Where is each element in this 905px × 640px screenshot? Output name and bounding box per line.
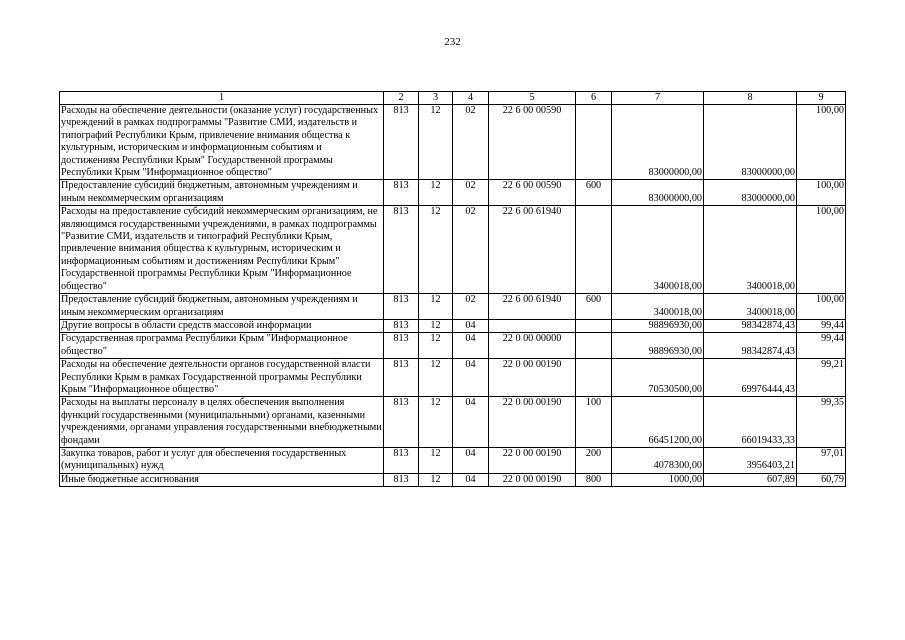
executed-amount-cell: 607,89 bbox=[704, 473, 797, 486]
target-article-cell: 22 0 00 00000 bbox=[489, 333, 576, 359]
column-number: 7 bbox=[612, 92, 704, 105]
row-name-cell: Иные бюджетные ассигнования bbox=[60, 473, 384, 486]
row-name-cell: Закупка товаров, работ и услуг для обеспечения государственных (муниципальных) нужд bbox=[60, 447, 384, 473]
approved-amount-cell: 83000000,00 bbox=[612, 105, 704, 180]
target-article-cell bbox=[489, 319, 576, 332]
row-name-cell: Расходы на обеспечение деятельности (оказание услуг) государственных учреждений в рамках подпрограммы "Развитие СМИ, издательств и типографий Республики Крым, привлечение внимания общества к культурным, историческим и информационным событиям и достижениям Республики Крым" Государственной программы Республики Крым "Информационное общество" bbox=[60, 105, 384, 180]
approved-amount-cell: 4078300,00 bbox=[612, 447, 704, 473]
department-code-cell: 813 bbox=[384, 206, 419, 294]
target-article-cell: 22 6 00 61940 bbox=[489, 294, 576, 320]
section-code-cell: 12 bbox=[419, 105, 453, 180]
executed-amount-cell: 83000000,00 bbox=[704, 105, 797, 180]
approved-amount-cell: 66451200,00 bbox=[612, 397, 704, 448]
subsection-code-cell: 02 bbox=[453, 105, 489, 180]
target-article-cell: 22 6 00 61940 bbox=[489, 206, 576, 294]
approved-amount-cell: 83000000,00 bbox=[612, 180, 704, 206]
subsection-code-cell: 02 bbox=[453, 180, 489, 206]
column-number: 4 bbox=[453, 92, 489, 105]
execution-percent-cell: 99,35 bbox=[797, 397, 846, 448]
budget-table bbox=[59, 91, 846, 487]
column-number: 8 bbox=[704, 92, 797, 105]
executed-amount-cell: 98342874,43 bbox=[704, 333, 797, 359]
row-name-cell: Расходы на обеспечение деятельности органов государственной власти Республики Крым в рамках Государственной программы Республики Крым "Информационное общество" bbox=[60, 359, 384, 397]
section-code-cell: 12 bbox=[419, 447, 453, 473]
department-code-cell: 813 bbox=[384, 333, 419, 359]
subsection-code-cell: 04 bbox=[453, 359, 489, 397]
row-name-cell: Предоставление субсидий бюджетным, автономным учреждениям и иным некоммерческим организациям bbox=[60, 180, 384, 206]
expense-type-cell: 800 bbox=[576, 473, 612, 486]
section-code-cell: 12 bbox=[419, 397, 453, 448]
expense-type-cell bbox=[576, 206, 612, 294]
execution-percent-cell: 100,00 bbox=[797, 206, 846, 294]
executed-amount-cell: 98342874,43 bbox=[704, 319, 797, 332]
column-number: 5 bbox=[489, 92, 576, 105]
column-number: 9 bbox=[797, 92, 846, 105]
executed-amount-cell: 66019433,33 bbox=[704, 397, 797, 448]
table-row bbox=[60, 397, 846, 448]
expense-type-cell: 200 bbox=[576, 447, 612, 473]
executed-amount-cell: 3400018,00 bbox=[704, 294, 797, 320]
target-article-cell: 22 0 00 00190 bbox=[489, 397, 576, 448]
section-code-cell: 12 bbox=[419, 359, 453, 397]
department-code-cell: 813 bbox=[384, 359, 419, 397]
table-row bbox=[60, 294, 846, 320]
execution-percent-cell: 60,79 bbox=[797, 473, 846, 486]
executed-amount-cell: 69976444,43 bbox=[704, 359, 797, 397]
section-code-cell: 12 bbox=[419, 180, 453, 206]
section-code-cell: 12 bbox=[419, 473, 453, 486]
section-code-cell: 12 bbox=[419, 206, 453, 294]
execution-percent-cell: 99,21 bbox=[797, 359, 846, 397]
table-row bbox=[60, 447, 846, 473]
subsection-code-cell: 04 bbox=[453, 319, 489, 332]
subsection-code-cell: 02 bbox=[453, 206, 489, 294]
department-code-cell: 813 bbox=[384, 105, 419, 180]
page-number: 232 bbox=[444, 36, 461, 48]
target-article-cell: 22 0 00 00190 bbox=[489, 359, 576, 397]
target-article-cell: 22 6 00 00590 bbox=[489, 180, 576, 206]
subsection-code-cell: 02 bbox=[453, 294, 489, 320]
row-name-cell: Другие вопросы в области средств массовой информации bbox=[60, 319, 384, 332]
execution-percent-cell: 97,01 bbox=[797, 447, 846, 473]
execution-percent-cell: 100,00 bbox=[797, 105, 846, 180]
approved-amount-cell: 98896930,00 bbox=[612, 333, 704, 359]
department-code-cell: 813 bbox=[384, 180, 419, 206]
subsection-code-cell: 04 bbox=[453, 397, 489, 448]
table-row bbox=[60, 206, 846, 294]
approved-amount-cell: 98896930,00 bbox=[612, 319, 704, 332]
approved-amount-cell: 3400018,00 bbox=[612, 206, 704, 294]
table-row bbox=[60, 359, 846, 397]
row-name-cell: Расходы на выплаты персоналу в целях обеспечения выполнения функций государственными (муниципальными) органами, казенными учреждениями, органами управления государственными внебюджетными фондами bbox=[61, 397, 382, 446]
table-row bbox=[60, 105, 846, 180]
section-code-cell: 12 bbox=[419, 333, 453, 359]
section-code-cell: 12 bbox=[419, 294, 453, 320]
column-number: 2 bbox=[384, 92, 419, 105]
approved-amount-cell: 70530500,00 bbox=[612, 359, 704, 397]
approved-amount-cell: 3400018,00 bbox=[612, 294, 704, 320]
section-code-cell: 12 bbox=[419, 319, 453, 332]
expense-type-cell bbox=[576, 359, 612, 397]
execution-percent-cell: 100,00 bbox=[797, 180, 846, 206]
table-row bbox=[60, 473, 846, 486]
expense-type-cell bbox=[576, 105, 612, 180]
target-article-cell: 22 0 00 00190 bbox=[489, 473, 576, 486]
department-code-cell: 813 bbox=[384, 319, 419, 332]
column-number: 3 bbox=[419, 92, 453, 105]
department-code-cell: 813 bbox=[384, 473, 419, 486]
department-code-cell: 813 bbox=[384, 397, 419, 448]
target-article-cell: 22 6 00 00590 bbox=[489, 105, 576, 180]
expense-type-cell: 600 bbox=[576, 180, 612, 206]
execution-percent-cell: 100,00 bbox=[797, 294, 846, 320]
subsection-code-cell: 04 bbox=[453, 473, 489, 486]
column-number: 1 bbox=[60, 92, 384, 105]
table-row bbox=[60, 180, 846, 206]
table-row bbox=[60, 333, 846, 359]
execution-percent-cell: 99,44 bbox=[797, 319, 846, 332]
column-number: 6 bbox=[576, 92, 612, 105]
approved-amount-cell: 1000,00 bbox=[612, 473, 704, 486]
row-name-cell: Предоставление субсидий бюджетным, автономным учреждениям и иным некоммерческим организациям bbox=[60, 294, 384, 320]
department-code-cell: 813 bbox=[384, 447, 419, 473]
executed-amount-cell: 83000000,00 bbox=[704, 180, 797, 206]
executed-amount-cell: 3400018,00 bbox=[704, 206, 797, 294]
expense-type-cell bbox=[576, 333, 612, 359]
column-number-row bbox=[60, 92, 846, 105]
executed-amount-cell: 3956403,21 bbox=[704, 447, 797, 473]
table-row bbox=[60, 319, 846, 332]
expense-type-cell: 600 bbox=[576, 294, 612, 320]
target-article-cell: 22 0 00 00190 bbox=[489, 447, 576, 473]
subsection-code-cell: 04 bbox=[453, 333, 489, 359]
expense-type-cell: 100 bbox=[576, 397, 612, 448]
row-name-cell: Расходы на предоставление субсидий некоммерческим организациям, не являющимся государственными учреждениями, в рамках подпрограммы "Развитие СМИ, издательств и типографий Республики Крым, привлечение внимания общества к культурным, историческим и информационным событиям и достижениям Республики Крым" Государственной программы Республики Крым "Информационное общество" bbox=[60, 206, 384, 294]
row-name-cell: Государственная программа Республики Крым "Информационное общество" bbox=[60, 333, 384, 359]
expense-type-cell bbox=[576, 319, 612, 332]
subsection-code-cell: 04 bbox=[453, 447, 489, 473]
department-code-cell: 813 bbox=[384, 294, 419, 320]
execution-percent-cell: 99,44 bbox=[797, 333, 846, 359]
